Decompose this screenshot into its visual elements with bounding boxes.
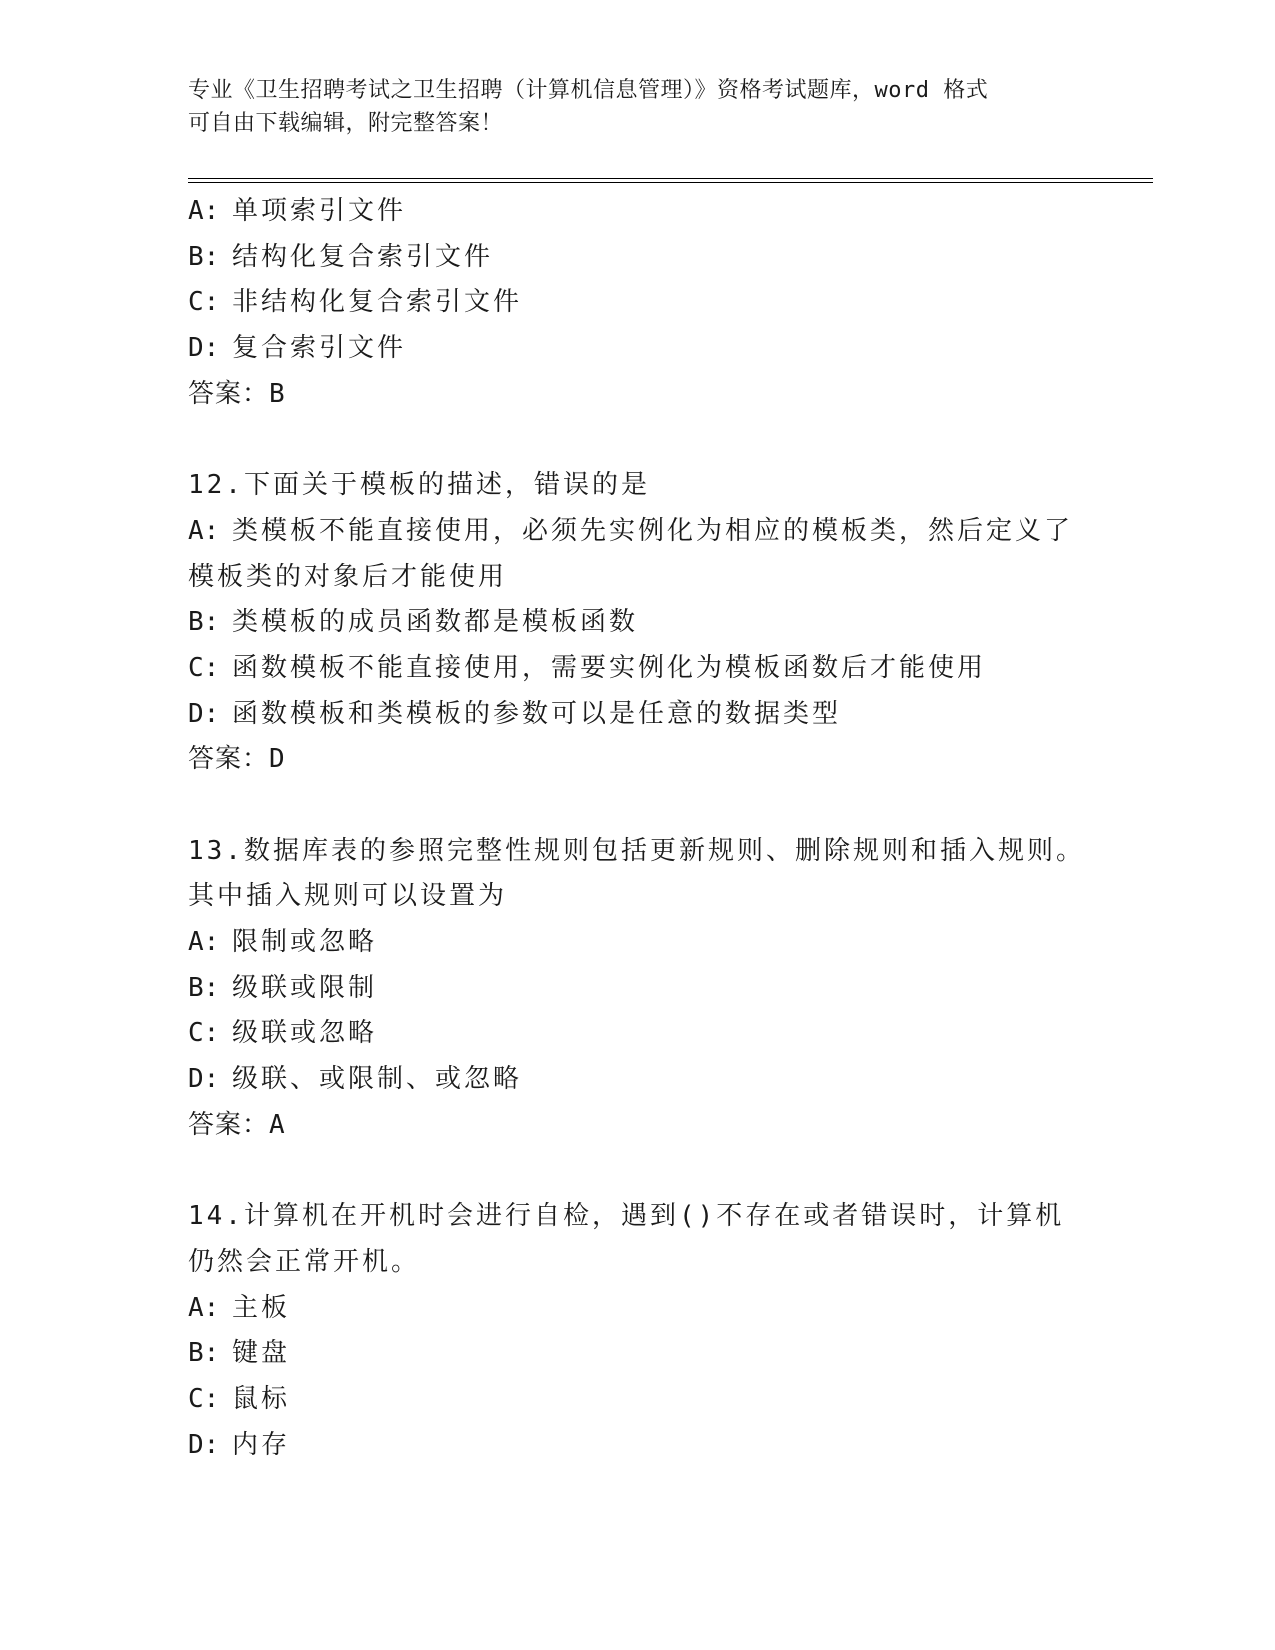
option-b: B: 结构化复合索引文件 — [188, 241, 494, 272]
answer: 答案：B — [188, 378, 286, 409]
option-a: A: 限制或忽略 — [188, 927, 378, 958]
question-stem: 13.数据库表的参照完整性规则包括更新规则、删除规则和插入规则。其中插入规则可以设置为 — [188, 835, 1085, 912]
page-header — [188, 74, 1068, 140]
option-d: D: 内存 — [188, 1429, 291, 1460]
spacer — [188, 1149, 1088, 1195]
question-14 — [188, 1194, 1088, 1468]
option-c: C: 函数模板不能直接使用，需要实例化为模板函数后才能使用 — [188, 652, 987, 683]
header-divider-bottom — [188, 182, 1153, 183]
option-b: B: 类模板的成员函数都是模板函数 — [188, 607, 639, 638]
spacer — [188, 783, 1088, 829]
option-b: B: 级联或限制 — [188, 972, 378, 1003]
option-d: D: 函数模板和类模板的参数可以是任意的数据类型 — [188, 698, 842, 729]
option-a: A: 类模板不能直接使用，必须先实例化为相应的模板类，然后定义了模板类的对象后才能使用 — [188, 515, 1074, 592]
header-line-1: 专业《卫生招聘考试之卫生招聘（计算机信息管理）》资格考试题库，word 格式 — [188, 78, 989, 103]
question-stem: 14.计算机在开机时会进行自检，遇到()不存在或者错误时，计算机仍然会正常开机。 — [188, 1201, 1065, 1277]
question-list — [188, 189, 1088, 1468]
option-a: A: 单项索引文件 — [188, 196, 407, 226]
question-11 — [188, 189, 1088, 417]
header-divider-top — [188, 178, 1153, 179]
spacer — [188, 417, 1088, 463]
answer: 答案：D — [188, 744, 286, 775]
option-d: D: 级联、或限制、或忽略 — [188, 1064, 523, 1095]
option-a: A: 主板 — [188, 1292, 291, 1323]
option-c: C: 鼠标 — [188, 1383, 291, 1414]
option-c: C: 非结构化复合索引文件 — [188, 287, 523, 318]
answer: 答案：A — [188, 1109, 286, 1140]
option-d: D: 复合索引文件 — [188, 333, 407, 364]
question-13 — [188, 829, 1088, 1149]
question-stem: 12.下面关于模板的描述，错误的是 — [188, 470, 650, 501]
option-b: B: 键盘 — [188, 1338, 291, 1369]
option-c: C: 级联或忽略 — [188, 1018, 378, 1049]
question-12 — [188, 463, 1088, 783]
header-line-2: 可自由下载编辑，附完整答案！ — [188, 111, 504, 136]
